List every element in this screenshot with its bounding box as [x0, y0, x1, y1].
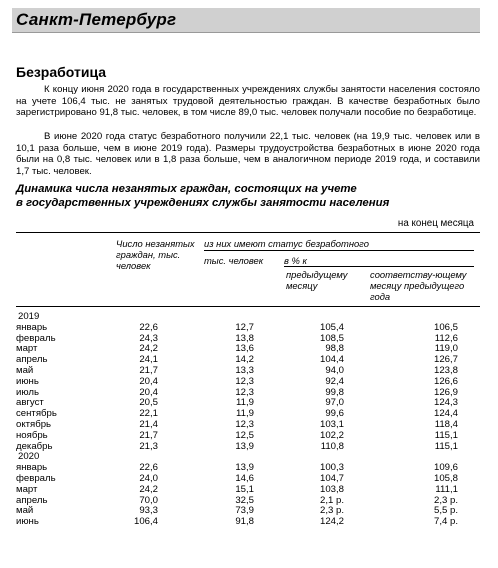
- value-cell: 21,4: [139, 418, 158, 430]
- value-cell: 14,6: [235, 472, 254, 484]
- month-label: январь: [16, 321, 48, 333]
- value-cell: 24,0: [139, 472, 158, 484]
- month-label: май: [16, 364, 34, 376]
- value-cell: 13,8: [235, 332, 254, 344]
- value-cell: 105,4: [319, 321, 344, 333]
- value-cell: 11,9: [236, 408, 254, 420]
- table-row: [16, 485, 480, 496]
- month-label: январь: [16, 462, 48, 474]
- value-cell: 106,4: [133, 516, 158, 528]
- value-cell: 7,4 р.: [433, 516, 458, 528]
- value-cell: 115,1: [434, 440, 458, 452]
- value-cell: 126,9: [433, 386, 458, 398]
- value-cell: 13,9: [235, 462, 254, 474]
- month-label: декабрь: [16, 440, 53, 452]
- section-title: Безработица: [16, 64, 107, 80]
- header-group-underline: [204, 250, 474, 251]
- value-cell: 12,7: [235, 321, 254, 333]
- table-body: [16, 312, 480, 528]
- value-cell: 22,6: [139, 321, 158, 333]
- value-cell: 20,5: [139, 397, 158, 409]
- value-cell: 13,3: [235, 364, 254, 376]
- value-cell: 24,2: [139, 483, 158, 495]
- value-cell: 91,8: [235, 516, 254, 528]
- month-label: февраль: [16, 332, 56, 344]
- table-row: [16, 323, 480, 334]
- value-cell: 100,3: [319, 462, 344, 474]
- table-title-line-1: Динамика числа незанятых граждан, состоящих на учете: [16, 183, 357, 195]
- value-cell: 32,5: [235, 494, 254, 506]
- month-label: март: [16, 483, 38, 495]
- month-label: октябрь: [16, 418, 52, 430]
- value-cell: 24,2: [139, 343, 158, 355]
- value-cell: 92,4: [325, 375, 344, 387]
- month-label: июль: [16, 386, 39, 398]
- header-col-total: Число незанятых граждан, тыс. человек: [116, 238, 195, 271]
- value-cell: 99,8: [325, 386, 344, 398]
- value-cell: 104,4: [319, 354, 344, 366]
- value-cell: 15,1: [235, 483, 254, 495]
- header-col-prev-year: соответству-ющему месяцу предыдущего года: [370, 269, 467, 302]
- table-header-rule: [16, 306, 480, 307]
- header-pct-group: в % к: [284, 255, 307, 266]
- table-row: [16, 377, 480, 388]
- value-cell: 12,3: [235, 418, 254, 430]
- month-label: май: [16, 505, 34, 517]
- table-row: [16, 442, 480, 453]
- value-cell: 21,7: [139, 364, 158, 376]
- value-cell: 2,3 р.: [433, 494, 458, 506]
- month-label: июнь: [16, 516, 39, 528]
- value-cell: 118,4: [434, 418, 458, 430]
- value-cell: 20,4: [139, 386, 158, 398]
- value-cell: 14,2: [235, 354, 254, 366]
- value-cell: 111,1: [435, 483, 458, 495]
- value-cell: 119,0: [434, 343, 458, 355]
- month-label: апрель: [16, 494, 48, 506]
- value-cell: 12,5: [235, 429, 254, 441]
- value-cell: 12,3: [235, 386, 254, 398]
- value-cell: 109,6: [433, 462, 458, 474]
- value-cell: 24,1: [139, 354, 158, 366]
- table-unit: на конец месяца: [397, 218, 474, 229]
- value-cell: 102,2: [319, 429, 344, 441]
- month-label: февраль: [16, 472, 56, 484]
- value-cell: 105,8: [433, 472, 458, 484]
- value-cell: 22,1: [139, 408, 158, 420]
- month-label: ноябрь: [16, 429, 48, 441]
- value-cell: 123,8: [433, 364, 458, 376]
- value-cell: 103,1: [319, 418, 344, 430]
- value-cell: 126,6: [433, 375, 458, 387]
- value-cell: 93,3: [139, 505, 158, 517]
- value-cell: 98,8: [325, 343, 344, 355]
- value-cell: 11,9: [236, 397, 254, 409]
- month-label: июнь: [16, 375, 39, 387]
- paragraph-1: К концу июня 2020 года в государственных учреждениях службы занятости населения состояло на учете 106,4 тыс. не занятых трудовой деятельностью граждан. В качестве безработных было зарегистрировано 91,8 тыс. человек, в том числе 89,0 тыс. человек получали пособие по безработице.: [16, 84, 480, 119]
- value-cell: 13,9: [235, 440, 254, 452]
- value-cell: 94,0: [325, 364, 344, 376]
- table-row: [16, 431, 480, 442]
- year-label: 2020: [18, 451, 40, 463]
- year-label: 2019: [18, 311, 40, 322]
- month-label: август: [16, 397, 44, 409]
- paragraph-2: В июне 2020 года статус безработного получили 22,1 тыс. человек (на 19,9 тыс. человек или в 10,1 раза больше, чем в июне 2019 года). Размеры трудоустройства безработных в июне 2020 года были на 0,8 тыс. человек или в 1,8 раза больше, чем в аналогичном периоде 2019 года, и составили 1,7 тыс. человек.: [16, 131, 480, 177]
- value-cell: 124,2: [319, 516, 344, 528]
- value-cell: 5,5 р.: [433, 505, 458, 517]
- value-cell: 112,6: [434, 332, 458, 344]
- value-cell: 126,7: [433, 354, 458, 366]
- month-label: сентябрь: [16, 408, 57, 420]
- value-cell: 21,3: [139, 440, 158, 452]
- value-cell: 124,4: [433, 408, 458, 420]
- value-cell: 2,1 р.: [319, 494, 344, 506]
- value-cell: 73,9: [235, 505, 254, 517]
- month-label: апрель: [16, 354, 48, 366]
- value-cell: 110,8: [320, 440, 344, 452]
- value-cell: 99,6: [325, 408, 344, 420]
- header-pct-underline: [284, 266, 474, 267]
- value-cell: 115,1: [434, 429, 458, 441]
- table-row: [16, 517, 480, 528]
- value-cell: 104,7: [319, 472, 344, 484]
- value-cell: 108,5: [319, 332, 344, 344]
- value-cell: 124,3: [433, 397, 458, 409]
- value-cell: 13,6: [235, 343, 254, 355]
- value-cell: 2,3 р.: [319, 505, 344, 517]
- table-title-line-2: в государственных учреждениях службы занятости населения: [16, 197, 390, 209]
- month-label: март: [16, 343, 38, 355]
- table-top-rule: [16, 232, 480, 233]
- header-col-prev-month: предыдущему месяцу: [286, 269, 348, 291]
- value-cell: 12,3: [235, 375, 254, 387]
- region-header-bar: [12, 8, 480, 33]
- header-col-thousands: тыс. человек: [204, 255, 264, 266]
- value-cell: 24,3: [139, 332, 158, 344]
- value-cell: 103,8: [319, 483, 344, 495]
- value-cell: 20,4: [139, 375, 158, 387]
- value-cell: 22,6: [139, 462, 158, 474]
- value-cell: 70,0: [139, 494, 158, 506]
- table-title: [16, 182, 476, 210]
- region-title: Санкт-Петербург: [16, 10, 177, 29]
- value-cell: 97,0: [325, 397, 344, 409]
- header-group-unemployed: из них имеют статус безработного: [204, 238, 369, 249]
- value-cell: 106,5: [433, 321, 458, 333]
- value-cell: 21,7: [139, 429, 158, 441]
